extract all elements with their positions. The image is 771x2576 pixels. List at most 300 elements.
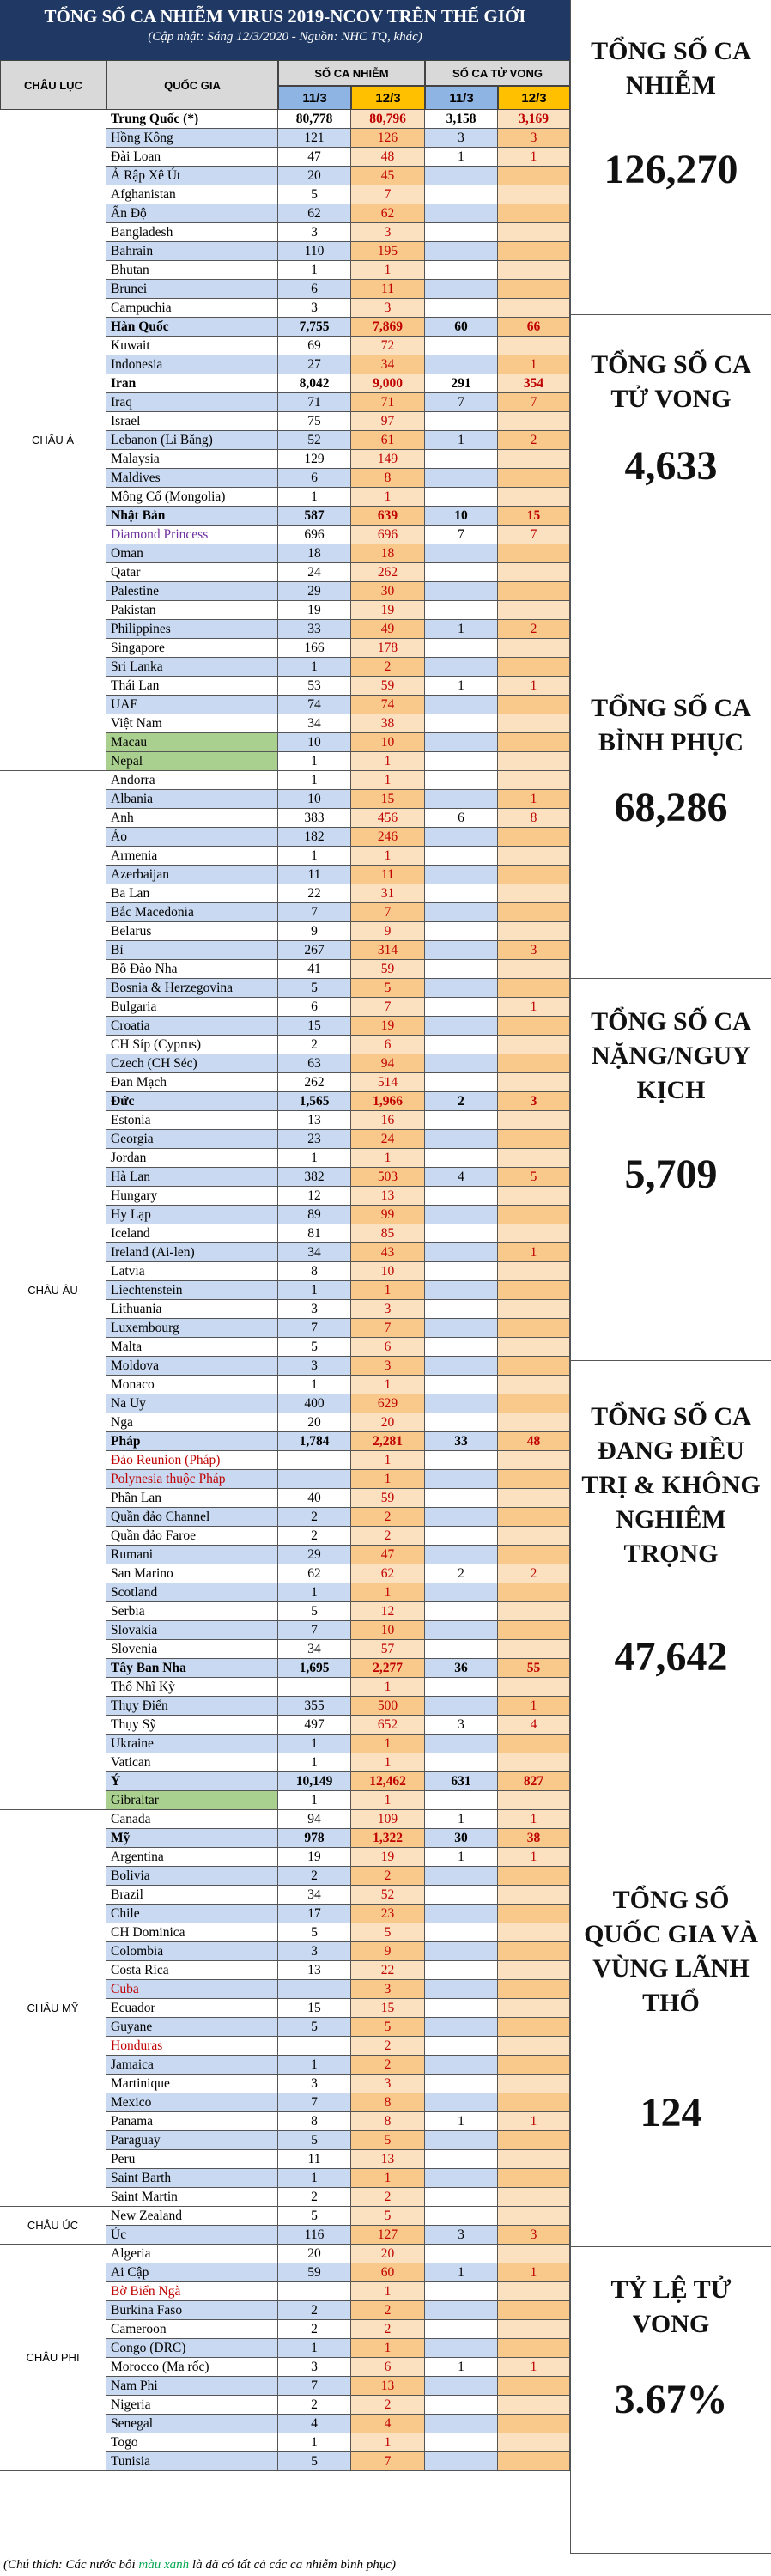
deaths-11-3-cell [425,1394,498,1413]
cases-11-3-cell: 18 [278,544,351,563]
country-cell: Georgia [106,1130,278,1149]
cases-12-3-cell: 99 [351,1206,425,1224]
cases-11-3-cell: 2 [278,2188,351,2207]
country-cell: Indonesia [106,355,278,374]
deaths-12-3-cell [498,1017,570,1036]
cases-11-3-cell: 267 [278,941,351,960]
country-cell: Latvia [106,1262,278,1281]
cases-11-3-cell: 9 [278,922,351,941]
cases-12-3-cell: 30 [351,582,425,601]
country-cell: Albania [106,790,278,809]
deaths-11-3-cell [425,1451,498,1470]
country-cell: Costa Rica [106,1961,278,1980]
cases-12-3-cell: 5 [351,2207,425,2226]
cases-11-3-cell: 20 [278,2245,351,2263]
cases-11-3-cell: 69 [278,337,351,355]
cases-12-3-cell: 2 [351,1527,425,1546]
cases-12-3-cell: 246 [351,828,425,847]
cases-11-3-cell: 8,042 [278,374,351,393]
deaths-12-3-cell: 3 [498,1092,570,1111]
deaths-12-3-cell [498,2169,570,2188]
cases-12-3-cell: 2 [351,658,425,677]
cases-12-3-cell: 6 [351,2358,425,2377]
country-cell: Scotland [106,1583,278,1602]
cases-11-3-cell: 2 [278,2301,351,2320]
deaths-12-3-cell [498,639,570,658]
deaths-12-3-cell [498,1546,570,1564]
cases-12-3-cell: 6 [351,1036,425,1054]
cases-12-3-cell: 3 [351,2075,425,2093]
deaths-11-3-cell: 1 [425,1810,498,1829]
country-cell: UAE [106,696,278,714]
deaths-12-3-cell [498,488,570,507]
deaths-11-3-cell: 2 [425,1564,498,1583]
cases-12-3-cell: 314 [351,941,425,960]
cases-12-3-cell: 62 [351,1564,425,1583]
cases-12-3-cell: 2 [351,1867,425,1886]
cases-11-3-cell [278,2282,351,2301]
country-cell: CH Síp (Cyprus) [106,1036,278,1054]
header-deaths-date-1: 11/3 [425,86,498,110]
summary-value: 68,286 [614,785,728,830]
deaths-11-3-cell [425,412,498,431]
deaths-11-3-cell: 7 [425,526,498,544]
cases-12-3-cell: 7 [351,903,425,922]
country-cell: Panama [106,2112,278,2131]
cases-11-3-cell: 62 [278,1564,351,1583]
cases-12-3-cell: 7,869 [351,318,425,337]
country-cell: Bahrain [106,242,278,261]
table-header [0,60,570,110]
cases-11-3-cell: 1 [278,1583,351,1602]
cases-12-3-cell: 94 [351,1054,425,1073]
cases-11-3-cell: 1 [278,1753,351,1772]
deaths-11-3-cell [425,1678,498,1697]
cases-11-3-cell: 20 [278,1413,351,1432]
cases-12-3-cell: 2,277 [351,1659,425,1678]
title-block [0,0,570,60]
country-cell: Sri Lanka [106,658,278,677]
deaths-12-3-cell [498,2433,570,2452]
deaths-11-3-cell [425,1319,498,1338]
deaths-12-3-cell [498,1470,570,1489]
country-cell: Đức [106,1092,278,1111]
country-cell: Diamond Princess [106,526,278,544]
cases-12-3-cell: 31 [351,884,425,903]
cases-12-3-cell: 15 [351,790,425,809]
cases-11-3-cell: 41 [278,960,351,979]
country-cell: Iceland [106,1224,278,1243]
cases-12-3-cell: 2 [351,2056,425,2075]
deaths-12-3-cell: 1 [498,2358,570,2377]
deaths-12-3-cell [498,979,570,998]
country-cell: Honduras [106,2037,278,2056]
cases-12-3-cell: 178 [351,639,425,658]
deaths-11-3-cell [425,2282,498,2301]
deaths-12-3-cell [498,2188,570,2207]
deaths-11-3-cell: 631 [425,1772,498,1791]
deaths-11-3-cell [425,1942,498,1961]
country-cell: Afghanistan [106,185,278,204]
deaths-12-3-cell [498,1489,570,1508]
cases-12-3-cell: 71 [351,393,425,412]
deaths-11-3-cell [425,2169,498,2188]
country-cell: Slovenia [106,1640,278,1659]
continent-label: CHÂU PHI [0,2245,106,2471]
deaths-12-3-cell [498,1357,570,1376]
cases-11-3-cell: 5 [278,2207,351,2226]
cases-12-3-cell: 11 [351,866,425,884]
cases-12-3-cell: 1 [351,1451,425,1470]
deaths-12-3-cell [498,2037,570,2056]
cases-11-3-cell: 2 [278,2396,351,2415]
cases-12-3-cell: 1 [351,1583,425,1602]
deaths-11-3-cell [425,1111,498,1130]
summary-stat [570,1850,771,2247]
deaths-11-3-cell [425,979,498,998]
cases-11-3-cell [278,1980,351,1999]
country-cell: Paraguay [106,2131,278,2150]
deaths-11-3-cell [425,1073,498,1092]
cases-11-3-cell: 10 [278,733,351,752]
deaths-11-3-cell: 1 [425,1848,498,1867]
deaths-12-3-cell [498,1961,570,1980]
deaths-12-3-cell [498,167,570,185]
cases-12-3-cell: 1 [351,1753,425,1772]
country-cell: Bosnia & Herzegovina [106,979,278,998]
deaths-12-3-cell [498,469,570,488]
deaths-11-3-cell [425,2377,498,2396]
deaths-12-3-cell [498,1640,570,1659]
cases-12-3-cell: 49 [351,620,425,639]
country-cell: Israel [106,412,278,431]
deaths-11-3-cell [425,1867,498,1886]
country-cell: Đảo Reunion (Pháp) [106,1451,278,1470]
deaths-11-3-cell [425,544,498,563]
deaths-12-3-cell: 7 [498,393,570,412]
deaths-11-3-cell [425,2018,498,2037]
cases-11-3-cell: 53 [278,677,351,696]
cases-12-3-cell: 2,281 [351,1432,425,1451]
deaths-11-3-cell: 7 [425,393,498,412]
deaths-12-3-cell [498,1621,570,1640]
cases-11-3-cell: 20 [278,167,351,185]
cases-12-3-cell: 629 [351,1394,425,1413]
deaths-11-3-cell [425,1262,498,1281]
deaths-11-3-cell: 36 [425,1659,498,1678]
deaths-12-3-cell [498,828,570,847]
cases-12-3-cell: 24 [351,1130,425,1149]
cases-11-3-cell: 1,784 [278,1432,351,1451]
country-cell: Bhutan [106,261,278,280]
deaths-11-3-cell [425,563,498,582]
cases-12-3-cell: 2 [351,2320,425,2339]
cases-11-3-cell: 3 [278,1942,351,1961]
cases-11-3-cell: 74 [278,696,351,714]
deaths-12-3-cell [498,1602,570,1621]
country-cell: Brunei [106,280,278,299]
cases-12-3-cell: 3 [351,299,425,318]
summary-label: TỔNG SỐ CA BÌNH PHỤC [591,694,751,756]
country-cell: Bắc Macedonia [106,903,278,922]
cases-12-3-cell: 1 [351,2282,425,2301]
country-cell: Ukraine [106,1735,278,1753]
country-cell: Nhật Bản [106,507,278,526]
deaths-12-3-cell [498,280,570,299]
deaths-11-3-cell [425,790,498,809]
deaths-11-3-cell: 3,158 [425,110,498,129]
country-cell: Thái Lan [106,677,278,696]
cases-12-3-cell: 2 [351,2188,425,2207]
deaths-11-3-cell [425,1357,498,1376]
cases-12-3-cell: 3 [351,1980,425,1999]
deaths-12-3-cell [498,1111,570,1130]
deaths-11-3-cell: 60 [425,318,498,337]
summary-label: TỔNG SỐ QUỐC GIA VÀ VÙNG LÃNH THỔ [584,1886,758,2017]
country-cell: Bỉ [106,941,278,960]
cases-12-3-cell: 57 [351,1640,425,1659]
deaths-11-3-cell [425,1206,498,1224]
deaths-11-3-cell [425,1602,498,1621]
country-cell: Serbia [106,1602,278,1621]
country-cell: New Zealand [106,2207,278,2226]
country-cell: Trung Quốc (*) [106,110,278,129]
summary-value: 3.67% [614,2377,728,2422]
cases-11-3-cell: 1 [278,261,351,280]
country-cell: Lithuania [106,1300,278,1319]
deaths-12-3-cell [498,2245,570,2263]
deaths-11-3-cell [425,2245,498,2263]
deaths-11-3-cell: 1 [425,677,498,696]
country-cell: Congo (DRC) [106,2339,278,2358]
deaths-12-3-cell [498,2093,570,2112]
deaths-11-3-cell [425,2093,498,2112]
deaths-11-3-cell [425,280,498,299]
deaths-11-3-cell: 1 [425,148,498,167]
deaths-11-3-cell [425,1791,498,1810]
country-cell: Estonia [106,1111,278,1130]
cases-12-3-cell: 18 [351,544,425,563]
deaths-12-3-cell: 1 [498,1697,570,1716]
cases-11-3-cell: 121 [278,129,351,148]
deaths-11-3-cell [425,1640,498,1659]
cases-11-3-cell: 5 [278,1602,351,1621]
deaths-12-3-cell [498,1281,570,1300]
cases-12-3-cell: 13 [351,2377,425,2396]
deaths-11-3-cell: 3 [425,129,498,148]
cases-11-3-cell: 1 [278,488,351,507]
cases-12-3-cell: 19 [351,1848,425,1867]
country-cell: Jordan [106,1149,278,1168]
cases-11-3-cell: 6 [278,280,351,299]
cases-12-3-cell: 456 [351,809,425,828]
cases-12-3-cell: 59 [351,960,425,979]
summary-stat [570,2247,771,2554]
country-cell: Lebanon (Li Băng) [106,431,278,450]
deaths-12-3-cell [498,204,570,223]
deaths-12-3-cell: 1 [498,2112,570,2131]
cases-12-3-cell: 1 [351,2169,425,2188]
deaths-12-3-cell [498,2207,570,2226]
cases-12-3-cell: 1,966 [351,1092,425,1111]
country-cell: Campuchia [106,299,278,318]
country-cell: Luxembourg [106,1319,278,1338]
cases-11-3-cell: 1 [278,2169,351,2188]
deaths-12-3-cell [498,922,570,941]
cases-11-3-cell: 5 [278,2452,351,2471]
deaths-12-3-cell: 7 [498,526,570,544]
deaths-12-3-cell: 4 [498,1716,570,1735]
cases-12-3-cell: 1 [351,1735,425,1753]
deaths-12-3-cell [498,412,570,431]
deaths-11-3-cell [425,242,498,261]
deaths-12-3-cell [498,1791,570,1810]
cases-11-3-cell: 7,755 [278,318,351,337]
deaths-11-3-cell [425,771,498,790]
deaths-11-3-cell [425,2056,498,2075]
deaths-11-3-cell [425,1187,498,1206]
cases-12-3-cell: 1 [351,771,425,790]
deaths-12-3-cell [498,1905,570,1923]
cases-11-3-cell: 166 [278,639,351,658]
header-country: QUỐC GIA [106,60,278,110]
cases-12-3-cell: 1 [351,1791,425,1810]
cases-12-3-cell: 34 [351,355,425,374]
cases-11-3-cell: 59 [278,2263,351,2282]
cases-12-3-cell: 43 [351,1243,425,1262]
cases-11-3-cell: 24 [278,563,351,582]
cases-11-3-cell: 52 [278,431,351,450]
cases-11-3-cell: 7 [278,1319,351,1338]
deaths-12-3-cell: 1 [498,1243,570,1262]
deaths-11-3-cell [425,1036,498,1054]
deaths-11-3-cell [425,866,498,884]
deaths-11-3-cell [425,1999,498,2018]
country-cell: Ả Rập Xê Út [106,167,278,185]
deaths-12-3-cell [498,1206,570,1224]
cases-11-3-cell: 1 [278,752,351,771]
country-cell: Bangladesh [106,223,278,242]
country-cell: Belarus [106,922,278,941]
country-cell: Mông Cổ (Mongolia) [106,488,278,507]
deaths-12-3-cell: 2 [498,620,570,639]
deaths-12-3-cell [498,563,570,582]
deaths-11-3-cell [425,299,498,318]
cases-12-3-cell: 12,462 [351,1772,425,1791]
cases-11-3-cell: 62 [278,204,351,223]
footnote-highlight: màu xanh [138,2558,190,2572]
deaths-11-3-cell [425,450,498,469]
cases-12-3-cell: 85 [351,1224,425,1243]
deaths-12-3-cell: 1 [498,1810,570,1829]
country-cell: Saint Martin [106,2188,278,2207]
deaths-12-3-cell [498,1394,570,1413]
cases-11-3-cell: 587 [278,507,351,526]
country-cell: Quần đảo Faroe [106,1527,278,1546]
deaths-12-3-cell [498,582,570,601]
country-cell: Mỹ [106,1829,278,1848]
deaths-11-3-cell [425,2075,498,2093]
deaths-12-3-cell: 3,169 [498,110,570,129]
cases-11-3-cell: 1,565 [278,1092,351,1111]
country-cell: Nam Phi [106,2377,278,2396]
deaths-11-3-cell [425,488,498,507]
country-cell: Mexico [106,2093,278,2112]
country-cell: Malta [106,1338,278,1357]
cases-12-3-cell: 1 [351,1678,425,1697]
cases-11-3-cell: 34 [278,714,351,733]
deaths-11-3-cell [425,469,498,488]
deaths-11-3-cell [425,1583,498,1602]
cases-12-3-cell: 19 [351,1017,425,1036]
deaths-11-3-cell [425,185,498,204]
deaths-12-3-cell [498,2396,570,2415]
cases-12-3-cell: 639 [351,507,425,526]
country-cell: Ấn Độ [106,204,278,223]
cases-11-3-cell: 1 [278,1281,351,1300]
cases-12-3-cell: 1 [351,2339,425,2358]
cases-11-3-cell: 5 [278,1338,351,1357]
deaths-11-3-cell [425,884,498,903]
cases-11-3-cell: 2 [278,1508,351,1527]
country-cell: Na Uy [106,1394,278,1413]
deaths-11-3-cell [425,167,498,185]
deaths-11-3-cell [425,2150,498,2169]
cases-11-3-cell: 497 [278,1716,351,1735]
cases-11-3-cell: 7 [278,2093,351,2112]
deaths-12-3-cell: 2 [498,431,570,450]
deaths-12-3-cell [498,450,570,469]
cases-12-3-cell: 47 [351,1546,425,1564]
cases-12-3-cell: 126 [351,129,425,148]
cases-12-3-cell: 8 [351,2093,425,2112]
cases-11-3-cell [278,1470,351,1489]
cases-12-3-cell: 2 [351,2301,425,2320]
country-cell: Colombia [106,1942,278,1961]
deaths-11-3-cell: 1 [425,620,498,639]
cases-11-3-cell: 23 [278,1130,351,1149]
country-cell: Maldives [106,469,278,488]
country-cell: Pháp [106,1432,278,1451]
cases-11-3-cell [278,2037,351,2056]
deaths-11-3-cell [425,204,498,223]
deaths-11-3-cell [425,1697,498,1716]
cases-12-3-cell: 13 [351,2150,425,2169]
cases-12-3-cell: 4 [351,2415,425,2433]
country-cell: Chile [106,1905,278,1923]
deaths-12-3-cell: 3 [498,2226,570,2245]
cases-11-3-cell: 1 [278,2056,351,2075]
cases-12-3-cell: 9 [351,922,425,941]
deaths-12-3-cell: 1 [498,790,570,809]
country-cell: Oman [106,544,278,563]
country-cell: Thụy Điển [106,1697,278,1716]
deaths-11-3-cell [425,1923,498,1942]
summary-stat [570,315,771,665]
deaths-12-3-cell: 2 [498,1564,570,1583]
cases-11-3-cell: 3 [278,1300,351,1319]
country-cell: Nigeria [106,2396,278,2415]
cases-11-3-cell: 47 [278,148,351,167]
deaths-11-3-cell [425,2415,498,2433]
deaths-12-3-cell [498,1508,570,1527]
cases-12-3-cell: 45 [351,167,425,185]
deaths-12-3-cell [498,2075,570,2093]
deaths-11-3-cell [425,658,498,677]
deaths-12-3-cell [498,2282,570,2301]
summary-label: TỔNG SỐ CA ĐANG ĐIỀU TRỊ & KHÔNG NGHIÊM TRỌNG [581,1402,761,1568]
summary-stat [570,665,771,979]
